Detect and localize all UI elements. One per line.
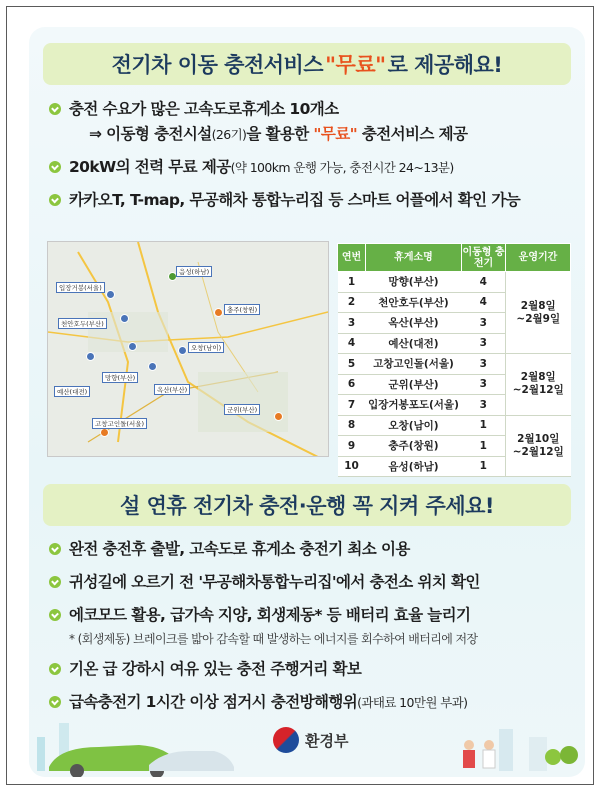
col-header: 휴게소명 — [366, 244, 462, 272]
map-label: 예산(대전) — [54, 386, 90, 397]
bullet-free-power: 20kW의 전력 무료 제공(약 100km 운행 가능, 충전시간 24~13분) — [49, 157, 569, 178]
map-label: 충주(창원) — [224, 304, 260, 315]
map-label: 망향(부산) — [102, 372, 138, 383]
service-bullets — [49, 99, 569, 223]
table-row: 4 예산(대전) 3 — [338, 333, 571, 354]
map-label: 음성(하남) — [176, 266, 212, 277]
charging-location-map — [47, 241, 329, 457]
tip-check-location: 귀성길에 오르기 전 '무공해차통합누리집'에서 충전소 위치 확인 — [49, 572, 569, 593]
bullet-text: 충전 수요가 많은 고속도로휴게소 10개소 — [69, 100, 339, 118]
banner-title-highlight: "무료" — [325, 53, 386, 77]
tip-occupancy-penalty: 급속충전기 1시간 이상 점거시 충전방해행위(과태료 10만원 부과) — [49, 692, 569, 713]
check-icon — [49, 696, 61, 708]
holiday-banner — [43, 484, 571, 526]
banner-title-post: 로 제공해요! — [387, 53, 503, 77]
check-icon — [49, 576, 61, 588]
footer-illustration — [29, 717, 585, 777]
bullet-rest-areas — [49, 99, 569, 145]
table-row: 10 음성(하남) 1 — [338, 456, 571, 477]
tip-eco-mode: 에코모드 활용, 급가속 지양, 회생제동* 등 배터리 효율 늘리기 — [49, 605, 569, 626]
check-icon — [49, 194, 61, 206]
table-row: 7 입장거봉포도(서울) 3 — [338, 395, 571, 416]
check-icon — [49, 161, 61, 173]
bullet-apps: 카카오T, T-map, 무공해차 통합누리집 등 스마트 어플에서 확인 가능 — [49, 190, 569, 211]
notice-card — [29, 27, 585, 777]
check-icon — [49, 609, 61, 621]
table-row: 2 천안호두(부산) 4 — [338, 292, 571, 313]
bullet-subline: ⇒ 이동형 충전시설(26기)을 활용한 "무료" 충전서비스 제공 — [89, 125, 468, 143]
table-row: 9 충주(창원) 1 — [338, 436, 571, 457]
charging-schedule-table — [337, 243, 571, 477]
map-label: 옥산(부산) — [154, 384, 190, 395]
table-row: 8 오창(남이) 1 2월10일 ~2월12일 — [338, 415, 571, 436]
tip-full-charge: 완전 충전후 출발, 고속도로 휴게소 충전기 최소 이용 — [49, 539, 569, 560]
map-label: 군위(부산) — [224, 404, 260, 415]
taegeuk-icon — [273, 727, 299, 753]
col-header: 이동형 충전기 — [462, 244, 506, 272]
page-frame — [6, 6, 594, 785]
map-label: 입장거봉(서울) — [56, 282, 105, 293]
ministry-logo — [273, 727, 348, 753]
table-row: 6 군위(부산) 3 — [338, 374, 571, 395]
map-label: 오창(남이) — [188, 342, 224, 353]
check-icon — [49, 543, 61, 555]
ministry-name: 환경부 — [305, 731, 349, 750]
table-row: 1 망향(부산) 4 2월8일 ~2월9일 — [338, 272, 571, 293]
title-banner — [43, 43, 571, 85]
map-label: 천안호두(부산) — [58, 318, 107, 329]
holiday-banner-title: 설 연휴 전기차 충전·운행 꼭 지켜 주세요! — [120, 494, 494, 518]
regen-braking-note: * (회생제동) 브레이크를 밟아 감속할 때 발생하는 에너지를 회수하여 배터리에 저장 — [69, 632, 478, 646]
holiday-tips — [49, 539, 569, 725]
check-icon — [49, 663, 61, 675]
col-header: 운영기간 — [506, 244, 571, 272]
table-row: 5 고창고인돌(서울) 3 2월8일 ~2월12일 — [338, 354, 571, 375]
map-label: 고창고인돌(서울) — [92, 418, 147, 429]
table-row: 3 옥산(부산) 3 — [338, 313, 571, 334]
col-header: 연번 — [338, 244, 366, 272]
check-icon — [49, 103, 61, 115]
banner-title-pre: 전기차 이동 충전서비스 — [111, 53, 324, 77]
tip-cold-weather: 기온 급 강하시 여유 있는 충전 주행거리 확보 — [49, 659, 569, 680]
